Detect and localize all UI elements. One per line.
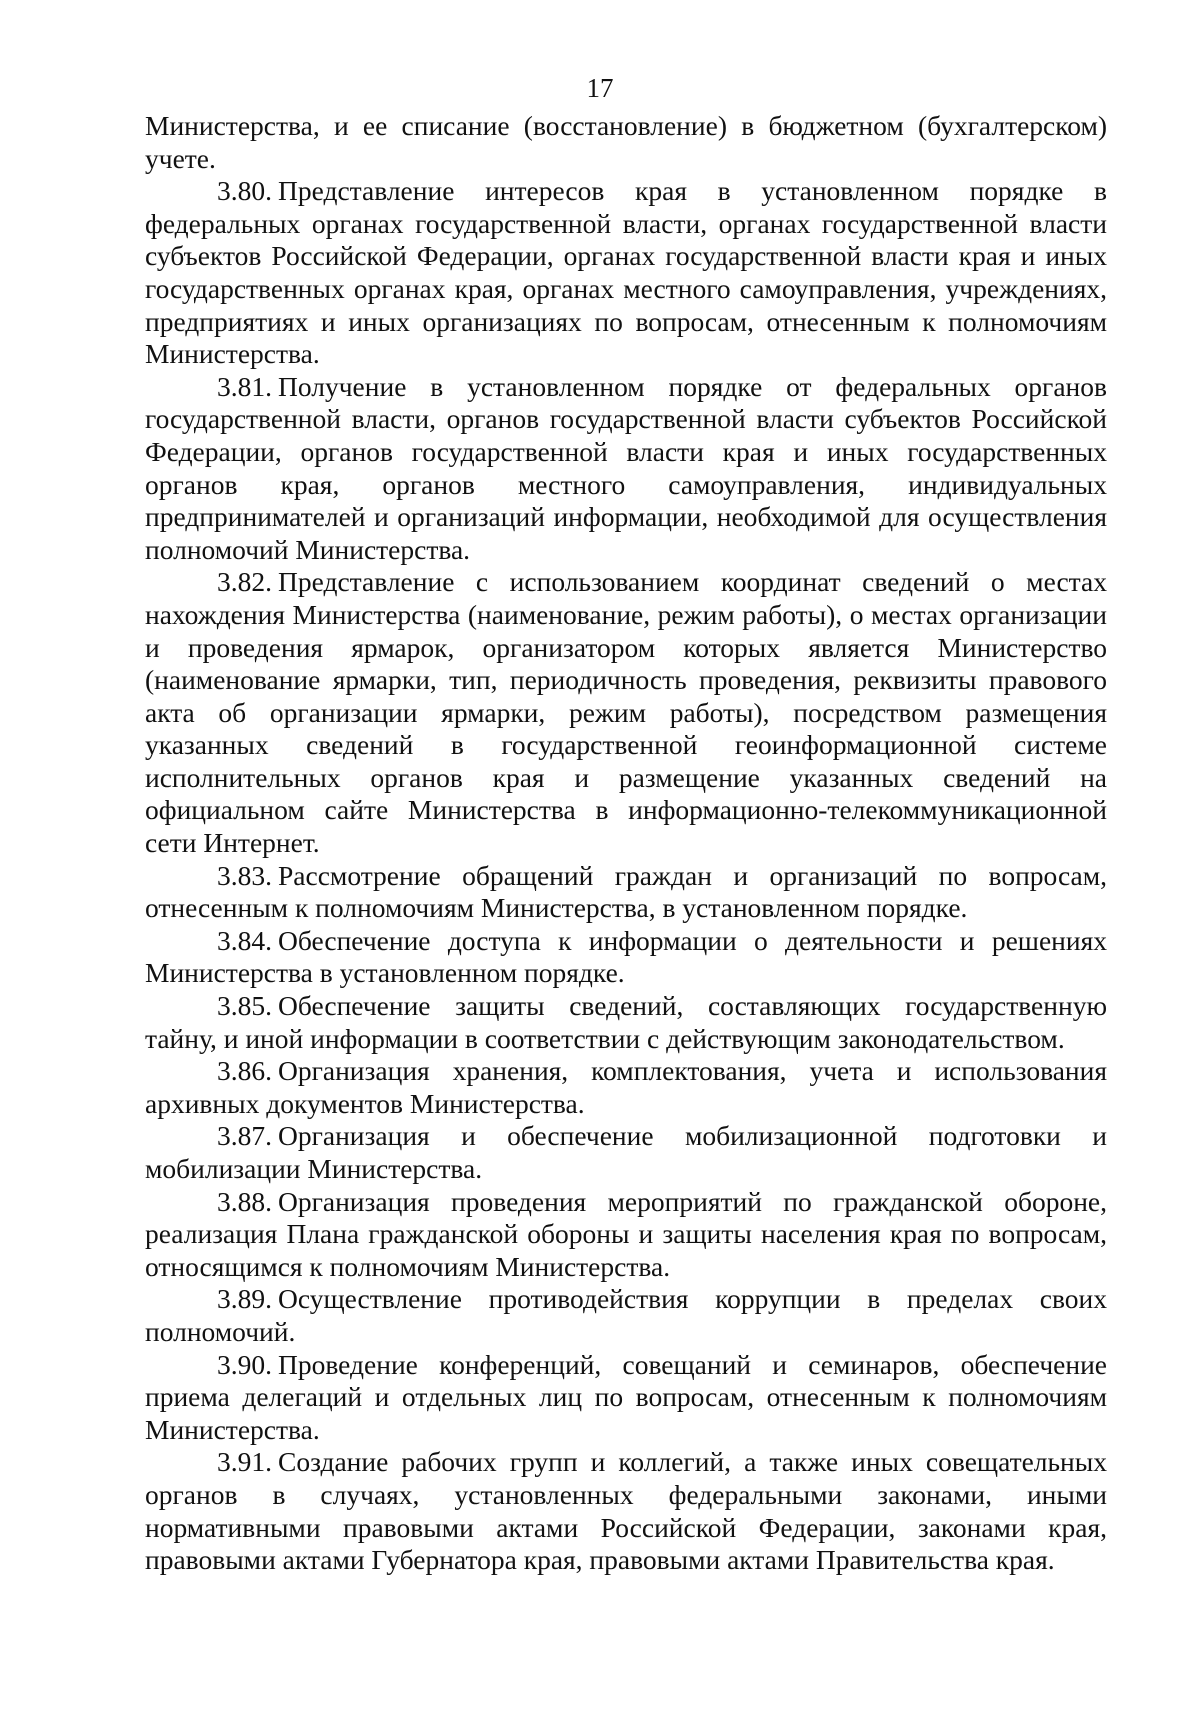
paragraph-number: 3.91. (217, 1446, 272, 1478)
paragraph-number: 3.81. (217, 370, 272, 402)
paragraph-3-86 (145, 1055, 1107, 1120)
paragraph-3-87 (145, 1120, 1107, 1185)
paragraph-3-84 (145, 925, 1107, 990)
paragraph-number: 3.83. (217, 859, 272, 891)
paragraph-text: Организация хранения, комплектования, учета и использования архивных документов Министерства. (145, 1055, 1107, 1119)
page-number: 17 (586, 73, 614, 103)
paragraph-number: 3.87. (217, 1120, 272, 1152)
paragraph-number: 3.82. (217, 566, 272, 598)
paragraph-number: 3.84. (217, 924, 272, 956)
paragraph-text: Представление интересов края в установленном порядке в федеральных органах государственной власти, органах государственной власти субъектов Российской Федерации, органах государственной власти края и иных государственных органах края, органах местного самоуправления, учреждениях, предприятиях и иных организациях по вопросам, отнесенным к полномочиям Министерства. (145, 175, 1107, 370)
paragraph-text: Обеспечение защиты сведений, составляющих государственную тайну, и иной информации в соответствии с действующим законодательством. (145, 990, 1107, 1054)
paragraph-3-91 (145, 1446, 1107, 1576)
paragraph-number: 3.86. (217, 1055, 272, 1087)
paragraph-text: Осуществление противодействия коррупции в пределах своих полномочий. (145, 1283, 1107, 1347)
paragraph-number: 3.80. (217, 175, 272, 207)
paragraph-3-89 (145, 1283, 1107, 1348)
paragraph-3-80 (145, 175, 1107, 371)
document-body (145, 110, 1107, 1577)
continuation-paragraph: Министерства, и ее списание (восстановление) в бюджетном (бухгалтерском) учете. (145, 110, 1107, 174)
paragraph-number: 3.85. (217, 990, 272, 1022)
paragraph-number: 3.89. (217, 1283, 272, 1315)
paragraph-3-83 (145, 860, 1107, 925)
paragraph-text: Создание рабочих групп и коллегий, а также иных совещательных органов в случаях, установленных федеральными законами, иными нормативными правовыми актами Российской Федерации, законами края, правовыми актами Губернатора края, правовыми актами Правительства края. (145, 1446, 1107, 1576)
paragraph-number: 3.88. (217, 1185, 272, 1217)
paragraph-text: Представление с использованием координат сведений о местах нахождения Министерства (наименование, режим работы), о местах организации и проведения ярмарок, организатором которых является Министерство (наименование ярмарки, тип, периодичность проведения, реквизиты правового акта об организации ярмарки, режим работы), посредством размещения указанных сведений в государственной геоинформационной системе исполнительных органов края и размещение указанных сведений на официальном сайте Министерства в информационно-телекоммуникационной сети Интернет. (145, 566, 1107, 859)
paragraph-3-88 (145, 1186, 1107, 1284)
paragraph-3-90 (145, 1349, 1107, 1447)
paragraph-text: Рассмотрение обращений граждан и организаций по вопросам, отнесенным к полномочиям Министерства, в установленном порядке. (145, 859, 1107, 924)
paragraph-text: Получение в установленном порядке от федеральных органов государственной власти, органов государственной власти субъектов Российской Федерации, органов государственной власти края и иных государственных органов края, органов местного самоуправления, индивидуальных предпринимателей и организаций информации, необходимой для осуществления полномочий Министерства. (145, 370, 1107, 565)
paragraph-text: Организация проведения мероприятий по гражданской обороне, реализация Плана гражданской обороны и защиты населения края по вопросам, относящимся к полномочиям Министерства. (145, 1185, 1107, 1282)
paragraph-number: 3.90. (217, 1348, 272, 1380)
paragraph-text: Организация и обеспечение мобилизационной подготовки и мобилизации Министерства. (145, 1120, 1107, 1184)
paragraph-3-82 (145, 566, 1107, 859)
paragraph-3-85 (145, 990, 1107, 1055)
paragraph-3-81 (145, 371, 1107, 567)
paragraph-text: Обеспечение доступа к информации о деятельности и решениях Министерства в установленном порядке. (145, 924, 1107, 989)
paragraph-text: Проведение конференций, совещаний и семинаров, обеспечение приема делегаций и отдельных лиц по вопросам, отнесенным к полномочиям Министерства. (145, 1348, 1107, 1445)
